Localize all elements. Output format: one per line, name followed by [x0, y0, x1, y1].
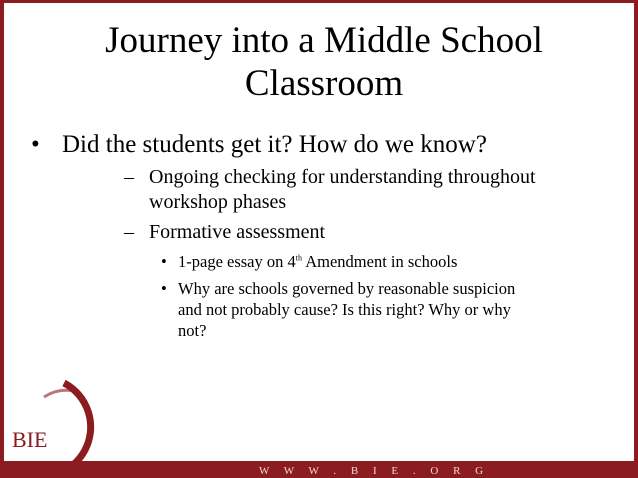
dash-marker-icon: –	[124, 166, 134, 188]
title-line-2: Classroom	[244, 63, 404, 104]
footer-url: W W W . B I E . O R G	[259, 465, 490, 477]
bullet-level-1	[26, 130, 626, 160]
bullet-level-3	[26, 251, 626, 272]
bullet-text-tail: Amendment in schools	[302, 252, 458, 271]
slide-title	[64, 19, 584, 105]
bullet-dot-icon: •	[161, 279, 167, 298]
bullet-text: Ongoing checking for understanding throughout	[149, 166, 536, 188]
bullet-text: Why are schools governed by reasonable suspicion	[178, 279, 516, 298]
bullet-level-2	[26, 220, 626, 245]
bullet-text: 1-page essay on 4	[178, 252, 296, 271]
title-line-1: Journey into a Middle School	[105, 20, 543, 61]
bullet-level-3	[26, 278, 626, 341]
logo-text: BIE	[12, 427, 48, 452]
bullet-level-2	[26, 165, 626, 215]
bullet-text-continued: not?	[178, 321, 207, 340]
bullet-dot-icon: •	[161, 252, 167, 271]
superscript: th	[295, 253, 302, 263]
bullet-dot-icon: •	[31, 131, 40, 158]
bullet-text: Did the students get it? How do we know?	[62, 131, 487, 158]
bullet-text: Formative assessment	[149, 221, 326, 243]
bullet-text-continued: and not probably cause? Is this right? Why or why	[178, 300, 511, 319]
bullet-text-continued: workshop phases	[149, 191, 287, 213]
slide-body	[26, 130, 626, 341]
dash-marker-icon: –	[124, 221, 134, 243]
